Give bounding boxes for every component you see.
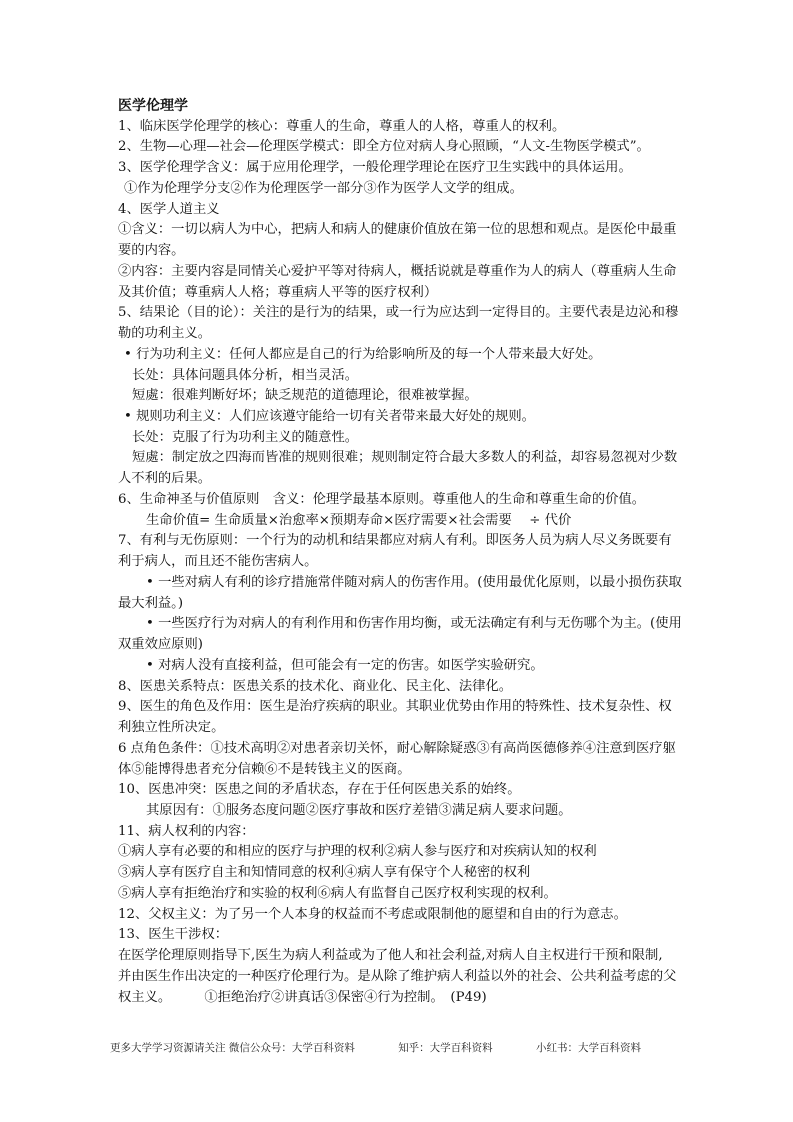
text-line: 6、生命神圣与价值原则 含义：伦理学最基本原则。尊重他人的生命和尊重生命的价值。 [118,491,646,507]
section-heading: 13、医生干涉权： [118,927,228,943]
text-line: 2、生物—心理—社会—伦理医学模式：即全方位对病人身心照顾，“人文-生物医学模式”。 [118,139,650,155]
footer-xiaohongshu: 小红书：大学百科资料 [536,1042,642,1054]
text-line: ⑤病人享有拒绝治疗和实验的权利⑥病人有监督自己医疗权利实现的权利。 [118,885,557,901]
text-line: 体⑤能博得患者充分信赖⑥不是转钱主义的医商。 [118,761,411,777]
formula-line: 生命价值= 生命质量×治愈率×预期寿命×医疗需要×社会需要 ÷ 代价 [146,512,572,528]
text-line: ②内容：主要内容是同情关心爱护平等对待病人，概括说就是尊重作为人的病人（尊重病人生命 [118,263,677,279]
text-line: 8、医患关系特点：医患关系的技术化、商业化、民主化、法律化。 [118,678,513,694]
text-line: 利于病人，而且还不能伤害病人。 [118,554,318,570]
text-line: 9、医生的角色及作用：医生是治疗疾病的职业。其职业优势由作用的特殊性、技术复杂性、权 [118,699,672,715]
footer-promo: 更多大学学习资源请关注 微信公众号：大学百科资料 [110,1042,355,1054]
footer-zhihu: 知乎：大学百科资料 [398,1042,493,1054]
text-line: 6 点角色条件：①技术高明②对患者亲切关怀，耐心解除疑惑③有高尚医德修养④注意到医疗躯 [118,740,676,756]
text-line: 勒的功利主义。 [118,326,212,342]
section-heading: 4、医学人道主义 [118,201,220,217]
text-line: 人不利的后果。 [118,471,212,487]
text-line: 最大利益。) [118,595,184,611]
text-line: 1、临床医学伦理学的核心：尊重人的生命，尊重人的人格，尊重人的权利。 [118,118,566,134]
document-body [118,96,682,1008]
text-line: ③病人享有医疗自主和知情同意的权利④病人享有保守个人秘密的权利 [118,865,531,881]
bullet-item: • 行为功利主义：任何人都应是自己的行为给影响所及的每一个人带来最大好处。 [124,346,602,362]
text-line: ①病人享有必要的和相应的医疗与护理的权利②病人参与医疗和对疾病认知的权利 [118,844,597,860]
text-line: 长处：克服了行为功利主义的随意性。 [132,429,359,445]
text-line: 权主义。 ①拒绝治疗②讲真话③保密④行为控制。 (P49) [118,989,487,1005]
text-line: 长处：具体问题具体分析，相当灵活。 [132,367,359,383]
bullet-item: • 一些医疗行为对病人的有利作用和伤害作用均衡，或无法确定有利与无伤哪个为主。(使用 [146,616,682,632]
text-line: 3、医学伦理学含义：属于应用伦理学，一般伦理学理论在医疗卫生实践中的具体运用。 [118,160,632,176]
page-title: 医学伦理学 [118,98,188,114]
text-line: 短處：制定放之四海而皆准的规则很难；规则制定符合最大多数人的利益，却容易忽视对少数 [132,450,678,466]
text-line: 短處：很难判断好坏；缺乏规范的道德理论，很难被掌握。 [132,388,478,404]
text-line: 要的内容。 [118,243,185,259]
text-line: 10、医患冲突：医患之间的矛盾状态，存在于任何医患关系的始终。 [118,782,521,798]
text-line: 在医学伦理原则指导下,医生为病人利益或为了他人和社会利益,对病人自主权进行干预和限制, [118,948,663,964]
text-line: 5、结果论（目的论）：关注的是行为的结果，或一行为应达到一定得目的。主要代表是边沁和穆 [118,305,679,321]
text-line: 双重效应原则) [118,637,203,653]
bullet-item: • 规则功利主义：人们应该遵守能给一切有关者带来最大好处的规则。 [124,409,535,425]
text-line: 利独立性所决定。 [118,720,225,736]
text-line: ①作为伦理学分支②作为伦理医学一部分③作为医学人文学的组成。 [124,180,523,196]
page-footer [110,1040,681,1055]
section-heading: 11、病人权利的内容： [118,823,255,839]
text-line: 其原因有：①服务态度问题②医疗事故和医疗差错③满足病人要求问题。 [146,802,572,818]
text-line: ①含义：一切以病人为中心，把病人和病人的健康价值放在第一位的思想和观点。是医伦中最重 [118,222,677,238]
text-line: 12、父权主义：为了另一个人本身的权益而不考虑或限制他的愿望和自由的行为意志。 [118,906,627,922]
text-line: 7、有利与无伤原则：一个行为的动机和结果都应对病人有利。即医务人员为病人尽义务既要有 [118,533,672,549]
bullet-item: • 一些对病人有利的诊疗措施常伴随对病人的伤害作用。(使用最优化原则，以最小损伤获取 [146,574,682,590]
bullet-item: • 对病人没有直接利益，但可能会有一定的伤害。如医学实验研究。 [146,657,544,673]
text-line: 及其价值；尊重病人人格；尊重病人平等的医疗权利） [118,284,438,300]
text-line: 并由医生作出决定的一种医疗伦理行为。是从除了维护病人利益以外的社会、公共利益考虑的父 [118,968,677,984]
